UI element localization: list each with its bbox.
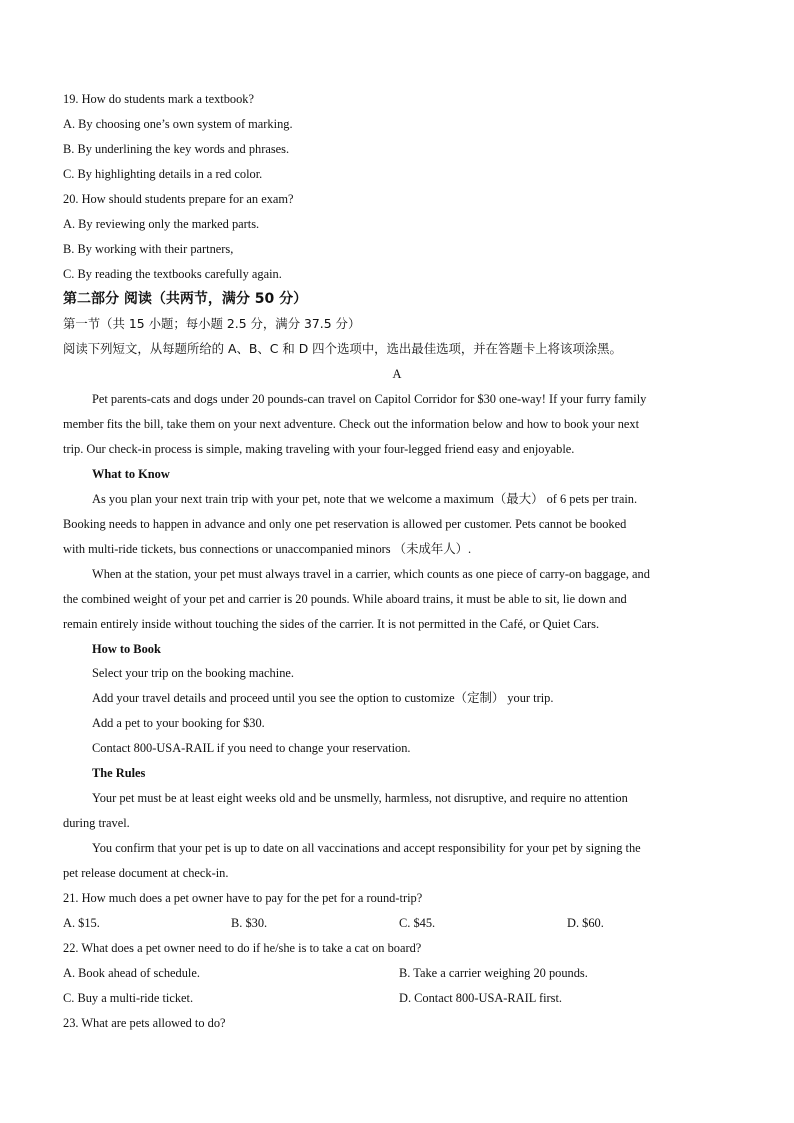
q22-option-a: A. Book ahead of schedule. [63, 966, 200, 980]
q21-option-b: B. $30. [231, 916, 268, 930]
rules-heading: The Rules [92, 766, 146, 780]
part2-title: 第二部分 阅读（共两节，满分 50 分） [63, 291, 308, 307]
wtk-p2-line-2: the combined weight of your pet and carrier is 20 pounds. While aboard trains, it must be able to sit, lie down and [63, 592, 627, 606]
book-step-1: Select your trip on the booking machine. [92, 666, 294, 680]
q21-option-d: D. $60. [567, 916, 604, 930]
what-to-know-heading: What to Know [92, 467, 170, 481]
q22-question: 22. What does a pet owner need to do if he/she is to take a cat on board? [63, 941, 422, 955]
wtk-p1-line-3: with multi-ride tickets, bus connections or unaccompanied minors （未成年人）. [63, 542, 472, 556]
rules-p2-line-2: pet release document at check-in. [63, 866, 229, 880]
q19-option-b: B. By underlining the key words and phrases. [63, 142, 290, 156]
q22-option-b: B. Take a carrier weighing 20 pounds. [399, 966, 588, 980]
q22-option-c: C. Buy a multi-ride ticket. [63, 991, 194, 1005]
rules-p1-line-2: during travel. [63, 816, 130, 830]
intro-line-3: trip. Our check-in process is simple, making traveling with your four-legged friend easy and enjoyable. [63, 442, 575, 456]
reading-instructions: 阅读下列短文，从每题所给的 A、B、C 和 D 四个选项中，选出最佳选项，并在答题卡上将该项涂黑。 [63, 341, 622, 356]
intro-line-1: Pet parents-cats and dogs under 20 pounds-can travel on Capitol Corridor for $30 one-way! If your furry family [92, 392, 647, 406]
wtk-p2-line-3: remain entirely inside without touching the sides of the carrier. It is not permitted in the Café, or Quiet Cars. [63, 617, 600, 631]
wtk-p1-line-1: As you plan your next train trip with your pet, note that we welcome a maximum（最大） of 6 pets per train. [92, 492, 638, 506]
q20-option-b: B. By working with their partners, [63, 242, 234, 256]
passage-label: A [392, 367, 402, 381]
rules-p2-line-1: You confirm that your pet is up to date on all vaccinations and accept responsibility for your pet by signing the [92, 841, 641, 855]
intro-line-2: member fits the bill, take them on your next adventure. Check out the information below and how to book your next [63, 417, 640, 431]
q19-option-c: C. By highlighting details in a red color. [63, 167, 263, 181]
book-step-3: Add a pet to your booking for $30. [92, 716, 265, 730]
q22-option-d: D. Contact 800-USA-RAIL first. [399, 991, 563, 1005]
book-step-4: Contact 800-USA-RAIL if you need to change your reservation. [92, 741, 411, 755]
book-step-2: Add your travel details and proceed until you see the option to customize（定制） your trip. [92, 691, 554, 705]
q21-option-a: A. $15. [63, 916, 100, 930]
rules-p1-line-1: Your pet must be at least eight weeks old and be unsmelly, harmless, not disruptive, and require no attention [92, 791, 628, 805]
q20-option-c: C. By reading the textbooks carefully again. [63, 267, 282, 281]
section1-heading: 第一节（共 15 小题；每小题 2.5 分，满分 37.5 分） [63, 316, 361, 331]
q21-option-c: C. $45. [399, 916, 436, 930]
q19-option-a: A. By choosing one’s own system of marking. [63, 117, 293, 131]
q19-question: 19. How do students mark a textbook? [63, 92, 254, 106]
wtk-p2-line-1: When at the station, your pet must always travel in a carrier, which counts as one piece of carry-on baggage, and [92, 567, 650, 581]
how-to-book-heading: How to Book [92, 642, 161, 656]
q20-option-a: A. By reviewing only the marked parts. [63, 217, 260, 231]
q20-question: 20. How should students prepare for an exam? [63, 192, 294, 206]
q21-question: 21. How much does a pet owner have to pay for the pet for a round-trip? [63, 891, 423, 905]
q23-question: 23. What are pets allowed to do? [63, 1016, 226, 1030]
wtk-p1-line-2: Booking needs to happen in advance and only one pet reservation is allowed per customer. Pets cannot be booked [63, 517, 627, 531]
